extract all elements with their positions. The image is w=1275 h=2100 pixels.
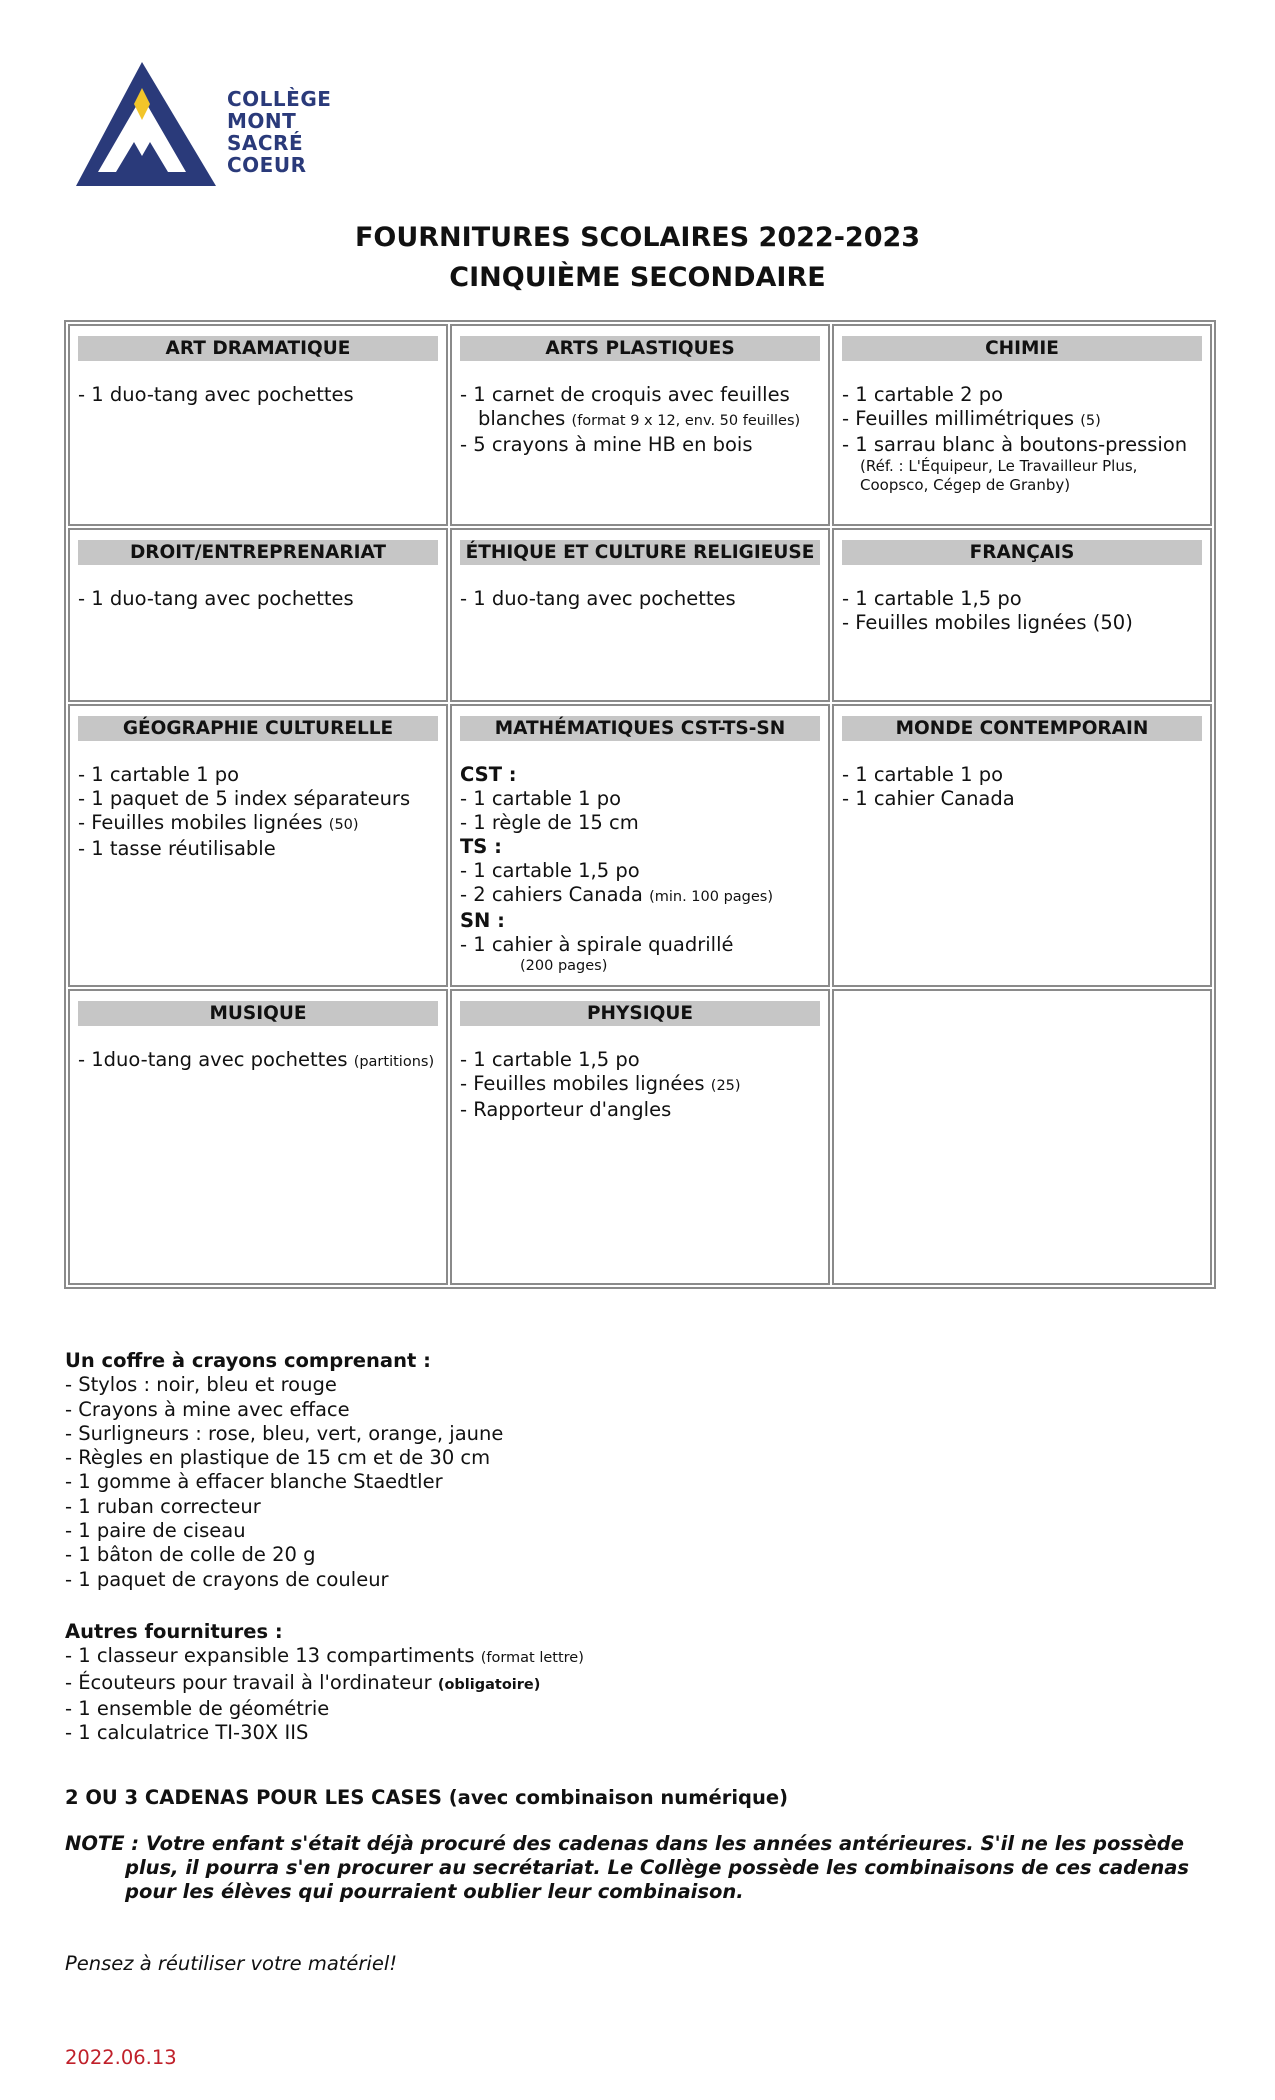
logo-line: COEUR — [227, 153, 307, 177]
pencil-case-item: - 1 bâton de colle de 20 g — [65, 1543, 316, 1567]
document-date: 2022.06.13 — [65, 2046, 177, 2069]
subject-items — [842, 763, 1202, 811]
subjects-table — [64, 320, 1216, 1289]
subject-item-text: blanches — [478, 407, 572, 430]
college-logo — [72, 60, 372, 190]
subject-item — [842, 763, 1202, 787]
other-supplies-section — [65, 1620, 584, 1745]
subject-item — [78, 787, 438, 811]
subject-cell — [832, 528, 1212, 702]
pencil-case-item: - 1 paire de ciseau — [65, 1519, 246, 1543]
subject-item — [460, 859, 820, 883]
subject-cell — [68, 528, 448, 702]
subject-header: DROIT/ENTREPRENARIAT — [78, 540, 438, 565]
pencil-case-heading: Un coffre à crayons comprenant : — [65, 1349, 431, 1372]
subject-item-text: - Feuilles mobiles lignées (50) — [842, 611, 1133, 634]
subject-item-text: - 1 cartable 1,5 po — [460, 1048, 640, 1071]
subject-item-detail: (5) — [1080, 413, 1101, 429]
subject-item — [78, 587, 438, 611]
subject-item — [842, 433, 1202, 457]
empty-cell — [832, 989, 1212, 1285]
subject-header: CHIMIE — [842, 336, 1202, 361]
pencil-case-item: - 1 paquet de crayons de couleur — [65, 1567, 389, 1591]
subject-item-reference: Coopsco, Cégep de Granby) — [860, 476, 1071, 494]
subject-item — [78, 1048, 438, 1074]
subject-item — [842, 787, 1202, 811]
subject-item-text: - 1 cartable 1 po — [460, 787, 622, 810]
logo-wordmark — [227, 88, 331, 176]
pencil-case-item: - Surligneurs : rose, bleu, vert, orange, jaune — [65, 1421, 504, 1445]
subject-items — [78, 587, 438, 611]
subject-item-text: - Feuilles mobiles lignées — [460, 1072, 711, 1095]
subject-item-text: - Feuilles mobiles lignées — [78, 811, 329, 834]
subject-item-text: - 5 crayons à mine HB en bois — [460, 433, 753, 456]
subject-item — [78, 837, 438, 861]
subject-item — [460, 1098, 820, 1122]
subject-item-text: - 1 règle de 15 cm — [460, 811, 639, 834]
subject-item-text: - 1 cahier Canada — [842, 787, 1015, 810]
subject-item-text: - 1 duo-tang avec pochettes — [460, 587, 736, 610]
subject-item-text: - 1 cartable 1,5 po — [460, 859, 640, 882]
subject-item-text: - Feuilles millimétriques — [842, 407, 1081, 430]
subject-header: PHYSIQUE — [460, 1001, 820, 1026]
subject-item-text: - 1 sarrau blanc à boutons-pression — [842, 433, 1188, 456]
subject-item-text: - 1 carnet de croquis avec feuilles — [460, 383, 790, 406]
subject-item-text: - 1 cartable 1 po — [78, 763, 240, 786]
subject-item-note: (200 pages) — [520, 958, 608, 974]
other-supply-detail: (format lettre) — [480, 1650, 584, 1667]
subject-cell — [450, 528, 830, 702]
subject-item-text: - 1 cartable 1,5 po — [842, 587, 1022, 610]
mountain-logo-icon — [72, 60, 222, 190]
subject-header: ÉTHIQUE ET CULTURE RELIGIEUSE — [460, 540, 820, 565]
subject-item-text: - 1 duo-tang avec pochettes — [78, 587, 354, 610]
subject-items — [78, 1048, 438, 1074]
other-supply-item — [65, 1644, 584, 1670]
pencil-case-item: - 1 gomme à effacer blanche Staedtler — [65, 1470, 443, 1494]
pencil-case-section — [65, 1349, 503, 1592]
other-supply-text: - 1 classeur expansible 13 compartiments — [65, 1644, 481, 1668]
logo-line: MONT — [227, 109, 297, 133]
subject-item — [842, 587, 1202, 611]
subject-item — [460, 433, 820, 457]
other-supply-required: (obligatoire) — [437, 1676, 541, 1693]
pencil-case-item: - Stylos : noir, bleu et rouge — [65, 1373, 337, 1397]
subject-item — [78, 763, 438, 787]
other-supplies-heading: Autres fournitures : — [65, 1620, 283, 1643]
subject-cell — [450, 704, 830, 987]
subject-item — [842, 611, 1202, 635]
subject-item — [460, 933, 820, 957]
subject-cell — [68, 324, 448, 526]
subject-header: MUSIQUE — [78, 1001, 438, 1026]
subject-item-text: - Rapporteur d'angles — [460, 1098, 672, 1121]
subject-item-detail: (50) — [328, 817, 359, 833]
subject-item — [460, 811, 820, 835]
logo-line: COLLÈGE — [227, 87, 332, 111]
other-supplies-list — [65, 1644, 584, 1745]
subject-item-detail: (min. 100 pages) — [649, 889, 773, 905]
subject-items — [460, 587, 820, 611]
subject-cell — [832, 324, 1212, 526]
pencil-case-item: - Règles en plastique de 15 cm et de 30 cm — [65, 1446, 491, 1470]
subject-items — [842, 383, 1202, 495]
subject-cell — [68, 704, 448, 987]
subject-items — [460, 763, 820, 975]
subject-item-text: - 1 duo-tang avec pochettes — [78, 383, 354, 406]
subject-item — [460, 1072, 820, 1098]
subject-item-label: SN : — [460, 909, 505, 932]
subject-items — [78, 383, 438, 407]
subject-item — [78, 811, 438, 837]
subject-cell — [450, 989, 830, 1285]
subject-item — [460, 1048, 820, 1072]
subject-item-text: - 1 cartable 2 po — [842, 383, 1004, 406]
logo-line: SACRÉ — [227, 131, 304, 155]
subject-items — [460, 383, 820, 457]
locks-notice: 2 OU 3 CADENAS POUR LES CASES (avec combinaison numérique) — [65, 1786, 789, 1809]
subject-item-label: TS : — [460, 835, 502, 858]
other-supply-text: - 1 ensemble de géométrie — [65, 1696, 330, 1720]
subject-item-detail: (25) — [710, 1078, 741, 1094]
pencil-case-item: - 1 ruban correcteur — [65, 1494, 261, 1518]
subject-item — [460, 383, 820, 407]
other-supply-item — [65, 1671, 584, 1697]
subject-cell — [68, 989, 448, 1285]
pencil-case-list — [65, 1373, 503, 1592]
subject-header: MONDE CONTEMPORAIN — [842, 716, 1202, 741]
subject-cell — [450, 324, 830, 526]
subject-cell — [832, 704, 1212, 987]
subject-item — [842, 383, 1202, 407]
subject-header: FRANÇAIS — [842, 540, 1202, 565]
pencil-case-item: - Crayons à mine avec efface — [65, 1397, 350, 1421]
subject-header: ARTS PLASTIQUES — [460, 336, 820, 361]
subject-header: ART DRAMATIQUE — [78, 336, 438, 361]
subject-item-text: - 1 paquet de 5 index séparateurs — [78, 787, 411, 810]
subject-item — [460, 883, 820, 909]
subject-item-label: CST : — [460, 763, 517, 786]
subject-header: MATHÉMATIQUES CST-TS-SN — [460, 716, 820, 741]
subject-item-text: - 1duo-tang avec pochettes — [78, 1048, 354, 1071]
subject-header: GÉOGRAPHIE CULTURELLE — [78, 716, 438, 741]
other-supply-item — [65, 1697, 584, 1721]
page-title: FOURNITURES SCOLAIRES 2022-2023 — [354, 222, 921, 253]
other-supply-text: - 1 calculatrice TI-30X IIS — [65, 1721, 309, 1745]
subject-item — [78, 383, 438, 407]
subject-item-text: - 2 cahiers Canada — [460, 883, 650, 906]
reuse-reminder: Pensez à réutiliser votre matériel! — [65, 1952, 398, 1975]
subject-items — [460, 1048, 820, 1122]
subject-item-detail: (partitions) — [353, 1054, 435, 1070]
subject-item — [460, 407, 820, 433]
subject-item — [842, 407, 1202, 433]
subject-item-text: - 1 cahier à spirale quadrillé — [460, 933, 734, 956]
subject-item-text: - 1 tasse réutilisable — [78, 837, 276, 860]
subject-items — [78, 763, 438, 861]
subject-items — [842, 587, 1202, 635]
note-paragraph: NOTE : Votre enfant s'était déjà procuré des cadenas dans les années antérieures. S'il ne les possède plus, il pourra s'en procurer au secrétariat. Le Collège possède les combinaisons de ces cadenas pour les élèves qui pourraient oublier leur combinaison. — [65, 1832, 1189, 1903]
other-supply-text: - Écouteurs pour travail à l'ordinateur — [65, 1670, 438, 1694]
subject-item-detail: (format 9 x 12, env. 50 feuilles) — [571, 413, 801, 429]
subject-item-reference: (Réf. : L'Équipeur, Le Travailleur Plus, — [860, 457, 1138, 475]
other-supply-item — [65, 1721, 584, 1745]
page-subtitle: CINQUIÈME SECONDAIRE — [449, 262, 826, 293]
subject-item — [460, 787, 820, 811]
subject-item-text: - 1 cartable 1 po — [842, 763, 1004, 786]
subject-item — [460, 587, 820, 611]
